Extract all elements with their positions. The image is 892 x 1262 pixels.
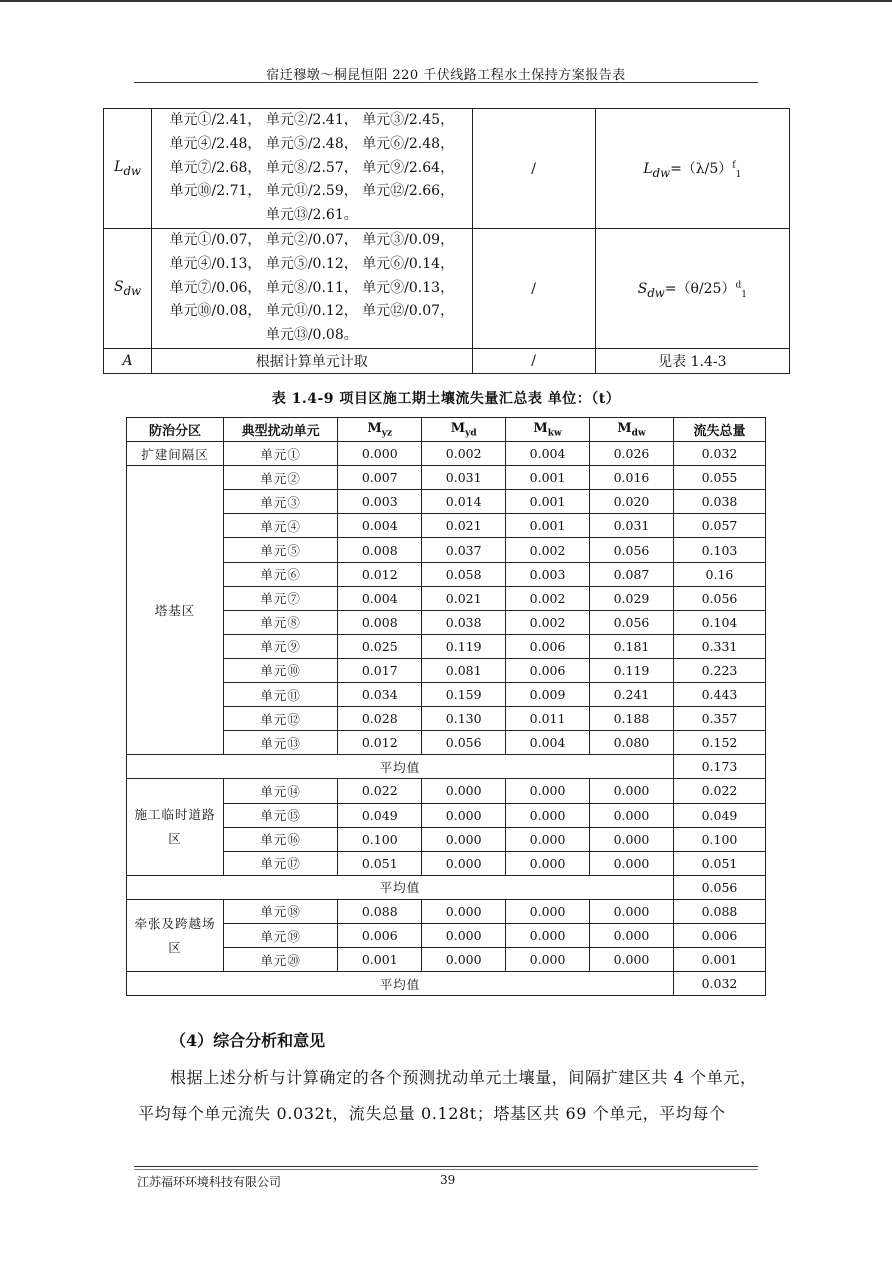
total-cell: 0.032 (673, 442, 765, 466)
myz-cell: 0.004 (338, 514, 422, 538)
total-cell: 0.022 (673, 779, 765, 803)
table-row (127, 466, 766, 490)
total-cell: 0.088 (673, 899, 765, 923)
mdw-cell: 0.026 (590, 442, 674, 466)
unit-cell: 单元⑯ (224, 827, 338, 851)
average-row-span (127, 972, 766, 996)
mdw-cell: 0.119 (590, 658, 674, 682)
unit-cell: 单元⑥ (224, 562, 338, 586)
param-symbol: $L_{dw}$ (104, 109, 152, 229)
mkw-cell: 0.004 (506, 442, 590, 466)
parameter-table (103, 108, 790, 374)
value-line: 单元④/2.48， 单元⑤/2.48， 单元⑥/2.48， (169, 135, 455, 152)
unit-cell: 单元⑤ (224, 538, 338, 562)
mdw-cell: 0.188 (590, 707, 674, 731)
mdw-cell: 0.241 (590, 683, 674, 707)
myd-cell: 0.081 (422, 658, 506, 682)
footer-company: 江苏福环环境科技有限公司 (137, 1175, 282, 1189)
mkw-cell: 0.002 (506, 610, 590, 634)
value-line: 单元⑦/0.06， 单元⑧/0.11， 单元⑨/0.13， (169, 279, 455, 296)
header-myz: $M_{yz}$ (338, 418, 422, 442)
average-row-road (127, 875, 766, 899)
myz-cell: 0.012 (338, 562, 422, 586)
mkw-cell: 0.000 (506, 827, 590, 851)
mkw-cell: 0.009 (506, 683, 590, 707)
mdw-cell: 0.000 (590, 923, 674, 947)
mdw-cell: 0.016 (590, 466, 674, 490)
myd-cell: 0.000 (422, 803, 506, 827)
myd-cell: 0.037 (422, 538, 506, 562)
header-myd: $M_{yd}$ (422, 418, 506, 442)
table-row (127, 899, 766, 923)
mdw-cell: 0.080 (590, 731, 674, 755)
myd-cell: 0.000 (422, 779, 506, 803)
value-line: 单元⑩/2.71， 单元⑪/2.59， 单元⑫/2.66， (169, 183, 455, 200)
myd-cell: 0.000 (422, 851, 506, 875)
unit-cell: 单元⑪ (224, 683, 338, 707)
mdw-cell: 0.000 (590, 851, 674, 875)
myd-cell: 0.000 (422, 827, 506, 851)
unit-cell: 单元⑰ (224, 851, 338, 875)
zone-road: 施工临时道路 区 (127, 779, 224, 875)
myd-cell: 0.021 (422, 586, 506, 610)
mkw-cell: 0.002 (506, 538, 590, 562)
unit-cell: 单元⑦ (224, 586, 338, 610)
total-cell: 0.038 (673, 490, 765, 514)
unit-cell: 单元⑳ (224, 948, 338, 972)
param-values: 根据计算单元计取 (152, 349, 472, 374)
table-row (127, 779, 766, 803)
header-zone: 防治分区 (127, 418, 224, 442)
mkw-cell: 0.004 (506, 731, 590, 755)
page-header-title: 宿迁穆墩～桐昆恒阳 220 千伏线路工程水土保持方案报告表 (266, 68, 626, 83)
average-row-tower (127, 755, 766, 779)
mkw-cell: 0.000 (506, 948, 590, 972)
myd-cell: 0.119 (422, 634, 506, 658)
mkw-cell: 0.003 (506, 562, 590, 586)
mdw-cell: 0.000 (590, 899, 674, 923)
zone-expand: 扩建间隔区 (127, 442, 224, 466)
total-cell: 0.056 (673, 586, 765, 610)
myz-cell: 0.008 (338, 538, 422, 562)
myz-cell: 0.100 (338, 827, 422, 851)
unit-cell: 单元⑩ (224, 658, 338, 682)
param-source: / (472, 349, 595, 374)
section-title: （4）综合分析和意见 (170, 1031, 326, 1050)
footer-rule (134, 1166, 758, 1167)
header-mkw: $M_{kw}$ (506, 418, 590, 442)
param-row-sdw (104, 229, 790, 349)
mkw-cell: 0.001 (506, 514, 590, 538)
mdw-cell: 0.000 (590, 948, 674, 972)
value-line: 单元④/0.13， 单元⑤/0.12， 单元⑥/0.14， (169, 255, 455, 272)
total-cell: 0.331 (673, 634, 765, 658)
mkw-cell: 0.000 (506, 851, 590, 875)
myz-cell: 0.051 (338, 851, 422, 875)
total-cell: 0.049 (673, 803, 765, 827)
total-cell: 0.443 (673, 683, 765, 707)
mkw-cell: 0.000 (506, 899, 590, 923)
unit-cell: 单元⑬ (224, 731, 338, 755)
mdw-cell: 0.031 (590, 514, 674, 538)
myd-cell: 0.058 (422, 562, 506, 586)
myz-cell: 0.028 (338, 707, 422, 731)
myz-cell: 0.025 (338, 634, 422, 658)
table-header-row (127, 418, 766, 442)
header-unit: 典型扰动单元 (224, 418, 338, 442)
mdw-cell: 0.000 (590, 803, 674, 827)
myd-cell: 0.000 (422, 948, 506, 972)
total-cell: 0.104 (673, 610, 765, 634)
myd-cell: 0.000 (422, 923, 506, 947)
myz-cell: 0.006 (338, 923, 422, 947)
myd-cell: 0.031 (422, 466, 506, 490)
total-cell: 0.16 (673, 562, 765, 586)
total-cell: 0.357 (673, 707, 765, 731)
unit-cell: 单元③ (224, 490, 338, 514)
myz-cell: 0.034 (338, 683, 422, 707)
value-line: 单元①/0.07， 单元②/0.07， 单元③/0.09， (169, 232, 455, 248)
myd-cell: 0.000 (422, 899, 506, 923)
myz-cell: 0.007 (338, 466, 422, 490)
param-values (152, 229, 472, 349)
mdw-cell: 0.056 (590, 610, 674, 634)
mkw-cell: 0.002 (506, 586, 590, 610)
total-cell: 0.055 (673, 466, 765, 490)
mdw-cell: 0.056 (590, 538, 674, 562)
value-line: 单元⑩/0.08， 单元⑪/0.12， 单元⑫/0.07， (169, 303, 455, 320)
page-top-border (0, 0, 892, 2)
myz-cell: 0.003 (338, 490, 422, 514)
header-rule (134, 82, 758, 83)
mkw-cell: 0.001 (506, 490, 590, 514)
unit-cell: 单元⑭ (224, 779, 338, 803)
average-label: 平均值 (127, 972, 674, 996)
mdw-cell: 0.000 (590, 827, 674, 851)
header-mdw: $M_{dw}$ (590, 418, 674, 442)
mkw-cell: 0.006 (506, 634, 590, 658)
param-source: / (472, 229, 595, 349)
total-cell: 0.100 (673, 827, 765, 851)
page-number: 39 (440, 1173, 456, 1187)
myz-cell: 0.012 (338, 731, 422, 755)
unit-cell: 单元④ (224, 514, 338, 538)
myd-cell: 0.130 (422, 707, 506, 731)
average-value: 0.056 (673, 875, 765, 899)
total-cell: 0.152 (673, 731, 765, 755)
mkw-cell: 0.000 (506, 803, 590, 827)
param-formula: 见表 1.4-3 (595, 349, 789, 374)
myz-cell: 0.000 (338, 442, 422, 466)
param-formula: $L_{dw}=(\lambda/5)^f_1$ (595, 109, 789, 229)
myd-cell: 0.002 (422, 442, 506, 466)
param-row-a (104, 349, 790, 374)
param-row-ldw (104, 109, 790, 229)
total-cell: 0.103 (673, 538, 765, 562)
body-paragraph: 根据上述分析与计算确定的各个预测扰动单元土壤量，间隔扩建区共 4 个单元，平均每个单元流失 0.032t，流失总量 0.128t；塔基区共 69 个单元，平均每个 (138, 1068, 757, 1123)
unit-cell: 单元⑮ (224, 803, 338, 827)
value-line: 单元⑬/0.08。 (265, 327, 358, 344)
mdw-cell: 0.029 (590, 586, 674, 610)
myz-cell: 0.008 (338, 610, 422, 634)
unit-cell: 单元⑫ (224, 707, 338, 731)
average-label: 平均值 (127, 755, 674, 779)
average-value: 0.173 (673, 755, 765, 779)
table-row (127, 442, 766, 466)
myz-cell: 0.088 (338, 899, 422, 923)
unit-cell: 单元⑨ (224, 634, 338, 658)
value-line: 单元⑦/2.68， 单元⑧/2.57， 单元⑨/2.64， (169, 159, 455, 176)
unit-cell: 单元⑲ (224, 923, 338, 947)
total-cell: 0.001 (673, 948, 765, 972)
footer-rule-secondary (134, 1169, 758, 1170)
table-caption: 表 1.4-9 项目区施工期土壤流失量汇总表 单位：（t） (271, 391, 621, 407)
unit-cell: 单元① (224, 442, 338, 466)
myd-cell: 0.159 (422, 683, 506, 707)
mkw-cell: 0.001 (506, 466, 590, 490)
myz-cell: 0.004 (338, 586, 422, 610)
total-cell: 0.051 (673, 851, 765, 875)
param-formula: $S_{dw}=(\theta/25)^d_1$ (595, 229, 789, 349)
param-symbol: A (104, 349, 152, 374)
average-value: 0.032 (673, 972, 765, 996)
param-values (152, 109, 472, 229)
soil-loss-summary-table (126, 417, 766, 996)
mdw-cell: 0.181 (590, 634, 674, 658)
param-source: / (472, 109, 595, 229)
total-cell: 0.223 (673, 658, 765, 682)
average-label: 平均值 (127, 875, 674, 899)
myz-cell: 0.049 (338, 803, 422, 827)
total-cell: 0.006 (673, 923, 765, 947)
myd-cell: 0.021 (422, 514, 506, 538)
value-line: 单元①/2.41， 单元②/2.41， 单元③/2.45， (169, 112, 455, 128)
mdw-cell: 0.087 (590, 562, 674, 586)
myd-cell: 0.038 (422, 610, 506, 634)
zone-span: 牵张及跨越场 区 (127, 899, 224, 971)
mkw-cell: 0.000 (506, 923, 590, 947)
myz-cell: 0.022 (338, 779, 422, 803)
value-line: 单元⑬/2.61。 (265, 207, 358, 224)
mdw-cell: 0.000 (590, 779, 674, 803)
mkw-cell: 0.000 (506, 779, 590, 803)
header-total: 流失总量 (673, 418, 765, 442)
mkw-cell: 0.006 (506, 658, 590, 682)
param-symbol: $S_{dw}$ (104, 229, 152, 349)
unit-cell: 单元⑧ (224, 610, 338, 634)
unit-cell: 单元⑱ (224, 899, 338, 923)
mdw-cell: 0.020 (590, 490, 674, 514)
mkw-cell: 0.011 (506, 707, 590, 731)
total-cell: 0.057 (673, 514, 765, 538)
myz-cell: 0.001 (338, 948, 422, 972)
unit-cell: 单元② (224, 466, 338, 490)
zone-tower: 塔基区 (127, 466, 224, 755)
myz-cell: 0.017 (338, 658, 422, 682)
myd-cell: 0.056 (422, 731, 506, 755)
myd-cell: 0.014 (422, 490, 506, 514)
